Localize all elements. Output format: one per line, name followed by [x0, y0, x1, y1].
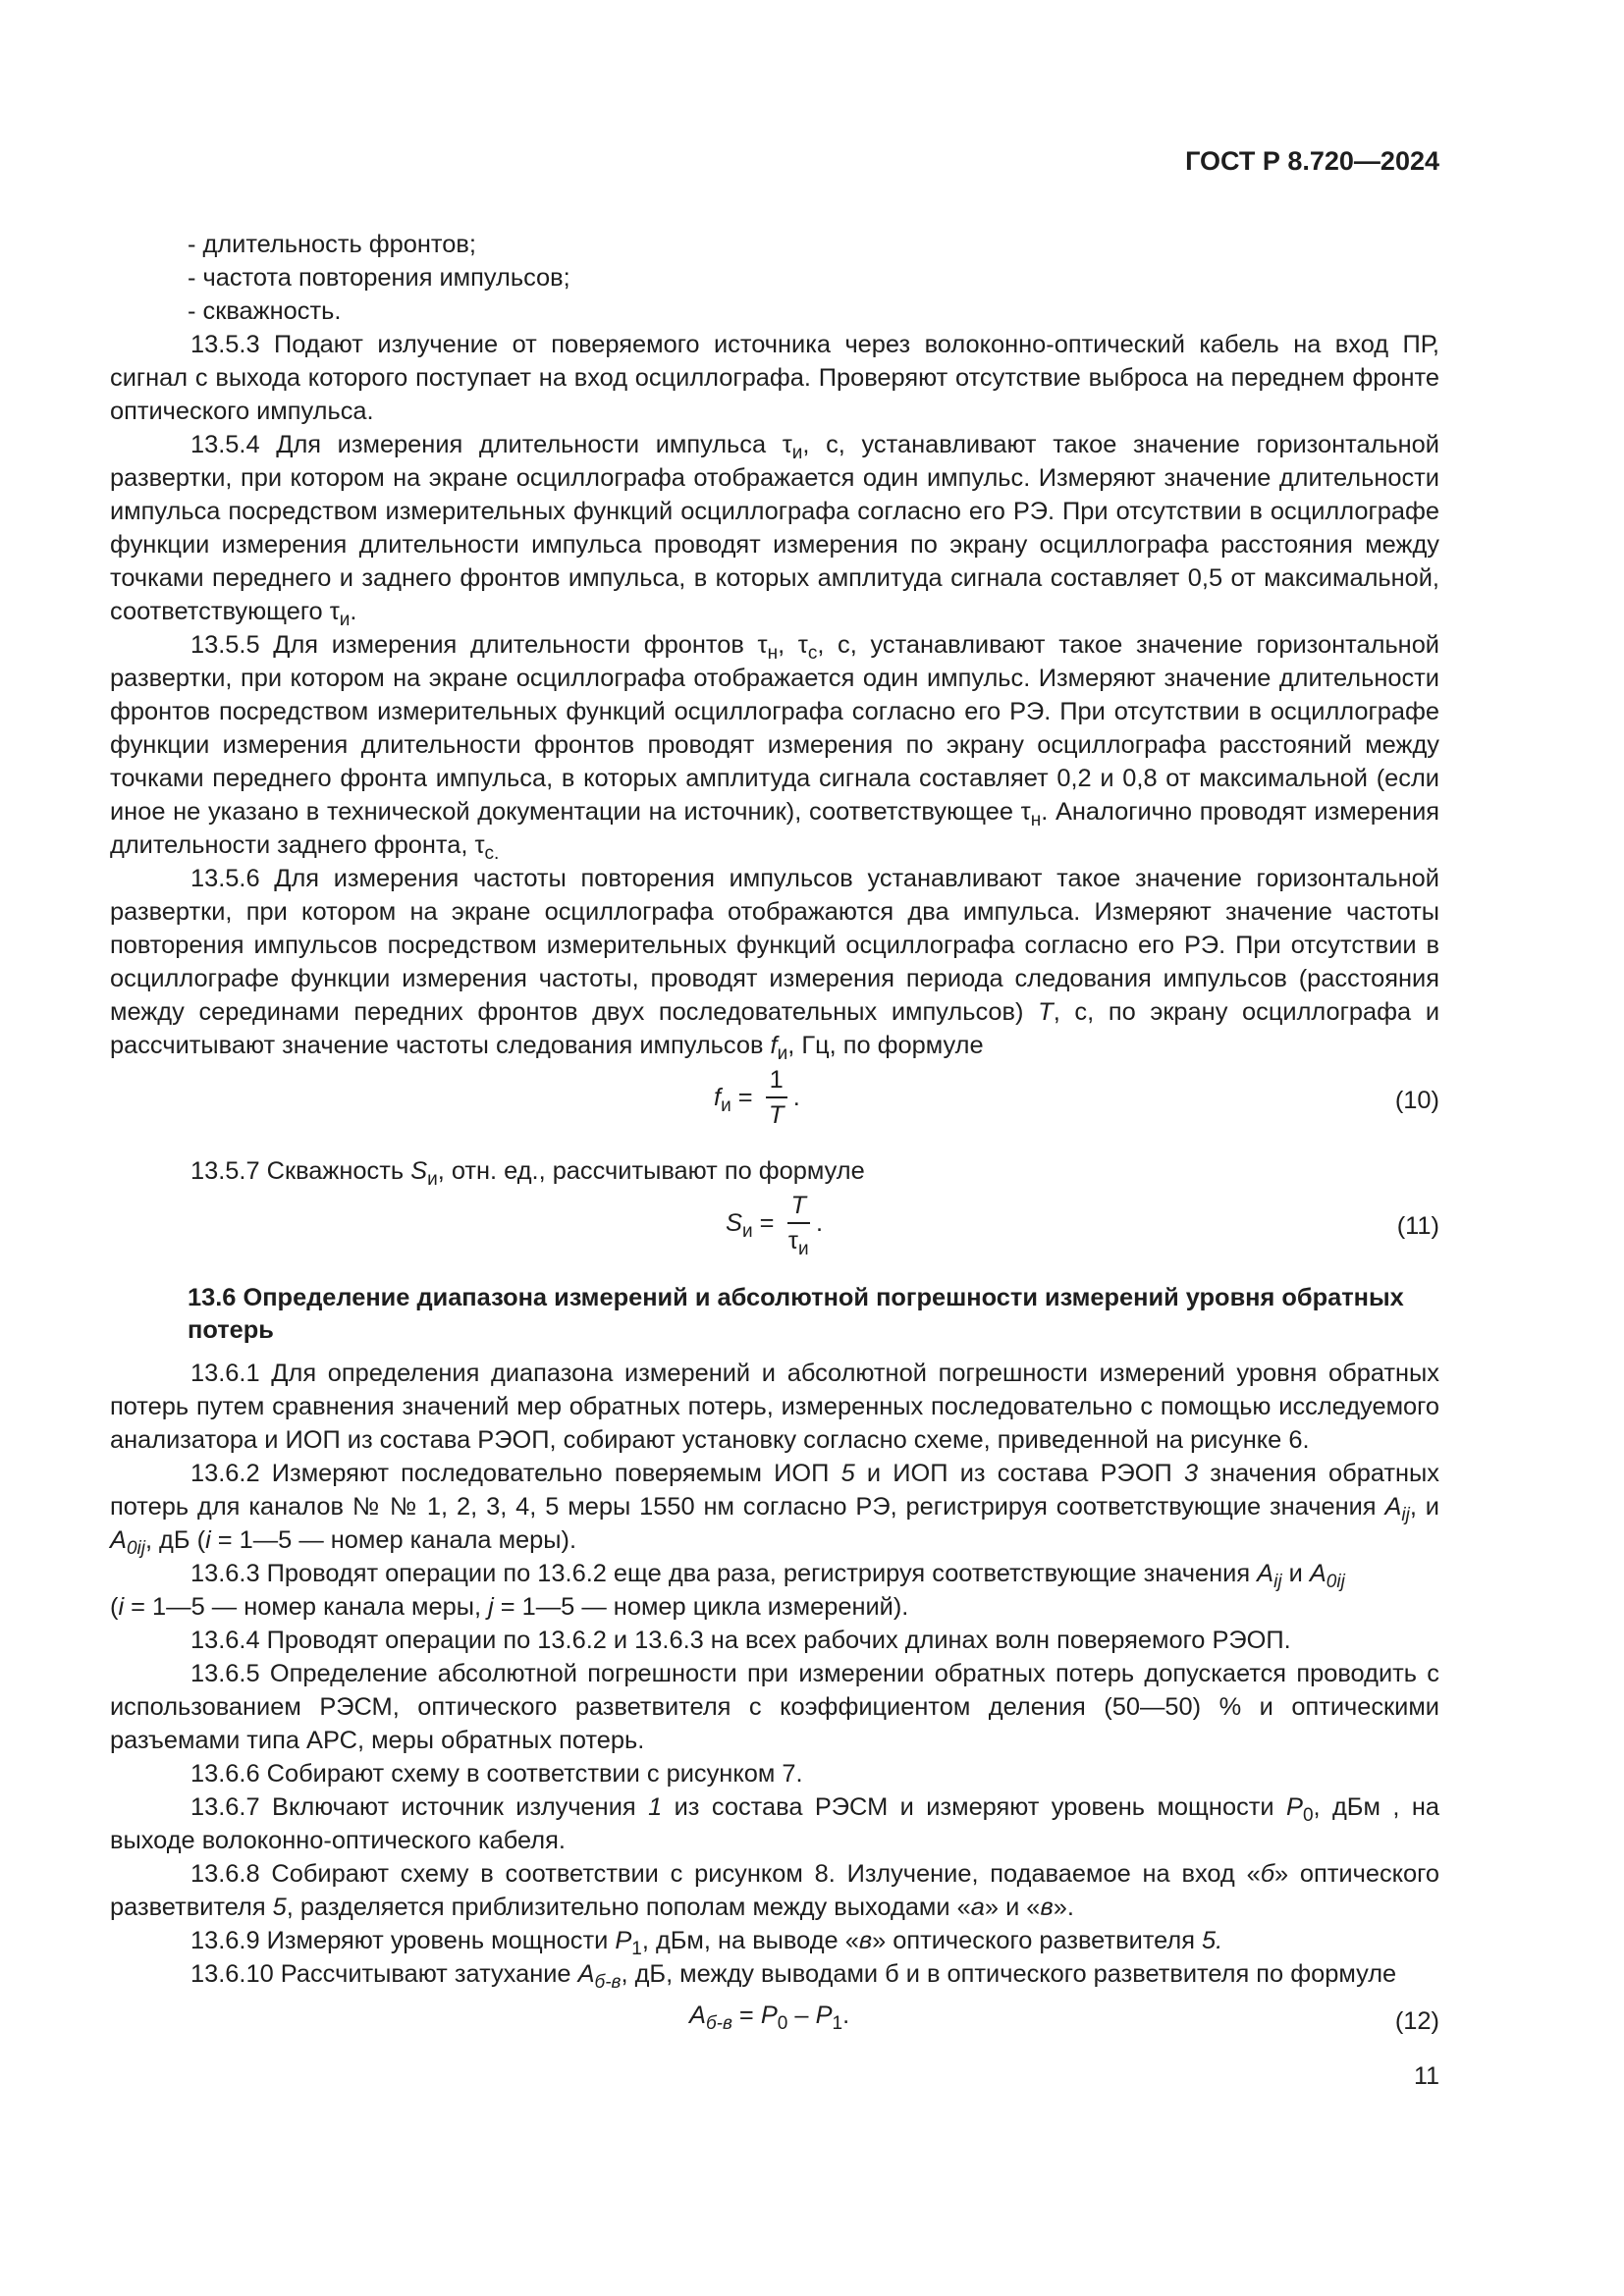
equation-number: (11)	[1396, 1212, 1439, 1240]
paragraph-13-6-10: 13.6.10 Рассчитывают затухание $A_{б-в}$, дБ, между выводами б и в оптического разветвителя по формуле	[190, 1960, 1397, 1993]
paragraph-13-6-6: 13.6.6 Собирают схему в соответствии с рисунком 7.	[190, 1760, 803, 1788]
paragraph-13-5-3: 13.5.3 Подают излучение от поверяемого источника через волоконно-оптический кабель на вход ПР, сигнал с выхода которого поступает на вход осциллографа. Проверяют отсутствие выброса на переднем фронте оптического импульса.	[110, 331, 1439, 425]
paragraph-13-5-7: 13.5.7 Скважность $S_и$, отн. ед., рассчитывают по формуле	[190, 1157, 865, 1190]
list-item: - частота повторения импульсов;	[188, 264, 570, 292]
paragraph-13-6-4: 13.6.4 Проводят операции по 13.6.2 и 13.6.3 на всех рабочих длинах волн поверяемого РЭОП.	[190, 1627, 1291, 1654]
section-heading-13-6: 13.6 Определение диапазона измерений и абсолютной погрешности измерений уровня обратных потерь	[188, 1284, 1404, 1344]
fraction: $\frac{1}{T}$	[766, 1066, 787, 1129]
equation-number: (12)	[1394, 2007, 1439, 2035]
formula-12: $A_{б-в} = P_0 - P_1$. (12)	[110, 1999, 1439, 2042]
list-item: - длительность фронтов;	[188, 231, 476, 258]
formula-10: $f_и$ = $\frac{1}{T}$ . (10)	[714, 1066, 1439, 1129]
fraction: $\frac{T}{\tau_и}$	[787, 1192, 809, 1259]
paragraph-13-6-8: 13.6.8 Собирают схему в соответствии с рисунком 8. Излучение, подаваемое на вход «б» оптического разветвителя 5, разделяется приблизительно пополам между выходами «а» и «в».	[110, 1860, 1439, 1921]
paragraph-13-6-5: 13.6.5 Определение абсолютной погрешности при измерении обратных потерь допускается проводить с использованием РЭСМ, оптического разветвителя с коэффициентом деления (50—50) % и оптическими разъемами типа АРС, меры обратных потерь.	[110, 1660, 1439, 1754]
paragraph-13-6-3: 13.6.3 Проводят операции по 13.6.2 еще два раза, регистрируя соответствующие значения $A_{ij}$ и $A_{0ij}$ (i = 1—5 — номер канала меры, j = 1—5 — номер цикла измерений).	[110, 1560, 1345, 1621]
formula-11: $S_и$ = $\frac{T}{\tau_и}$ . (11)	[726, 1192, 1439, 1259]
equation-number: (10)	[1394, 1087, 1439, 1114]
paragraph-13-5-5: 13.5.5 Для измерения длительности фронтов $\tau_н$, $\tau_с$, с, устанавливают такое значение горизонтальной развертки, при котором на экране осциллографа отображается один импульс. Измеряют значение длительности фронтов посредством измерительных функций осциллографа согласно его РЭ. При отсутствии в осциллографе функции измерения длительности фронтов проводят измерения по экрану осциллографа расстояний между точками переднего фронта импульса, в которых амплитуда сигнала составляет 0,2 и 0,8 от максимальной (если иное не указано в технической документации на источник), соответствующее $\tau_н$. Аналогично проводят измерения длительности заднего фронта, $\tau_{с.}$	[110, 631, 1439, 864]
paragraph-13-6-1: 13.6.1 Для определения диапазона измерений и абсолютной погрешности измерений уровня обратных потерь путем сравнения значений мер обратных потерь, измеренных последовательно с помощью исследуемого анализатора и ИОП из состава РЭОП, собирают установку согласно схеме, приведенной на рисунке 6.	[110, 1360, 1439, 1454]
page-number: 11	[1414, 2062, 1439, 2090]
document-code: ГОСТ Р 8.720—2024	[1185, 146, 1439, 176]
paragraph-13-5-6: 13.5.6 Для измерения частоты повторения импульсов устанавливают такое значение горизонтальной развертки, при котором на экране осциллографа отображаются два импульса. Измеряют значение частоты повторения импульсов посредством измерительных функций осциллографа согласно его РЭ. При отсутствии в осциллографе функции измерения частоты, проводят измерения периода следования импульсов (расстояния между серединами передних фронтов двух последовательных импульсов) T, с, по экрану осциллографа и рассчитывают значение частоты следования импульсов $f_и$, Гц, по формуле	[110, 865, 1440, 1064]
paragraph-13-6-2: 13.6.2 Измеряют последовательно поверяемым ИОП 5 и ИОП из состава РЭОП 3 значения обратных потерь для каналов № № 1, 2, 3, 4, 5 меры 1550 нм согласно РЭ, регистрируя соответствующие значения $A_{ij}$, и $A_{0ij}$, дБ (i = 1—5 — номер канала меры).	[110, 1460, 1439, 1559]
paragraph-13-6-7: 13.6.7 Включают источник излучения 1 из состава РЭСМ и измеряют уровень мощности $P_0$, дБм , на выходе волоконно-оптического кабеля.	[110, 1793, 1439, 1854]
paragraph-13-6-9: 13.6.9 Измеряют уровень мощности $P_1$, дБм, на выводе «в» оптического разветвителя 5.	[190, 1927, 1223, 1959]
list-item: - скважность.	[188, 297, 342, 325]
document-body	[110, 228, 1439, 2042]
paragraph-13-5-4: 13.5.4 Для измерения длительности импульса $\tau_и$, с, устанавливают такое значение горизонтальной развертки, при котором на экране осциллографа отображается один импульс. Измеряют значение длительности импульса посредством измерительных функций осциллографа согласно его РЭ. При отсутствии в осциллографе функции измерения длительности импульса проводят измерения по экрану осциллографа расстояния между точками переднего и заднего фронтов импульса, в которых амплитуда сигнала составляет 0,5 от максимальной, соответствующего $\tau_и$.	[110, 431, 1439, 630]
